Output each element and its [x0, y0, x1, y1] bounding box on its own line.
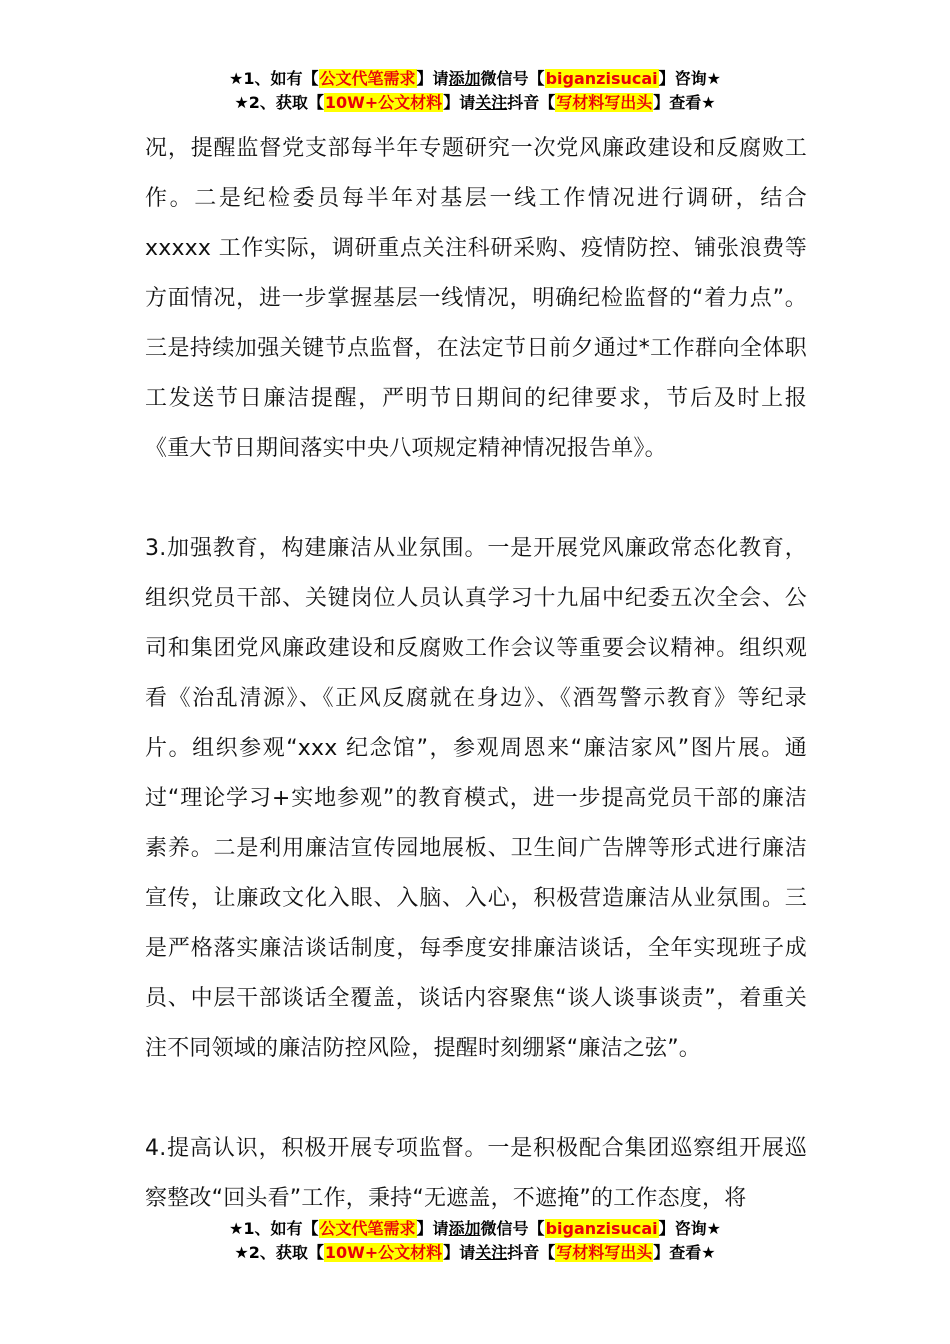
- banner-line-2: ★2、获取【10W+公文材料】请关注抖音【写材料写出头】查看★: [234, 1243, 716, 1262]
- highlight-materials: 10W+公文材料: [324, 1243, 443, 1262]
- banner-line-1: ★1、如有【公文代笔需求】请添加微信号【biganzisucai】咨询★: [229, 1219, 721, 1238]
- paragraph-gap: [145, 474, 807, 524]
- highlight-service: 公文代笔需求: [319, 69, 416, 88]
- banner-line-1: ★1、如有【公文代笔需求】请添加微信号【biganzisucai】咨询★: [229, 69, 721, 88]
- document-body: [145, 124, 807, 1224]
- banner-line-2: ★2、获取【10W+公文材料】请关注抖音【写材料写出头】查看★: [234, 93, 716, 112]
- paragraph-gap: [145, 1074, 807, 1124]
- footer-banner: [0, 1217, 950, 1265]
- highlight-wechat-id: biganzisucai: [545, 1219, 658, 1238]
- header-banner: [0, 67, 950, 115]
- highlight-service: 公文代笔需求: [319, 1219, 416, 1238]
- paragraph-special-supervision: 4.提高认识，积极开展专项监督。一是积极配合集团巡察组开展巡察整改“回头看”工作，秉持“无遮盖，不遮掩”的工作态度，将: [145, 1136, 807, 1211]
- paragraph-education: 3.加强教育，构建廉洁从业氛围。一是开展党风廉政常态化教育，组织党员干部、关键岗位人员认真学习十九届中纪委五次全会、公司和集团党风廉政建设和反腐败工作会议等重要会议精神。组织观看《治乱清源》、《正风反腐就在身边》、《酒驾警示教育》等纪录片。组织参观“xxx 纪念馆”，参观周恩来“廉洁家风”图片展。通过“理论学习+实地参观”的教育模式，进一步提高党员干部的廉洁素养。二是利用廉洁宣传园地展板、卫生间广告牌等形式进行廉洁宣传，让廉政文化入眼、入脑、入心，积极营造廉洁从业氛围。三是严格落实廉洁谈话制度，每季度安排廉洁谈话，全年实现班子成员、中层干部谈话全覆盖，谈话内容聚焦“谈人谈事谈责”，着重关注不同领域的廉洁防控风险，提醒时刻绷紧“廉洁之弦”。: [145, 536, 807, 1061]
- highlight-materials: 10W+公文材料: [324, 93, 443, 112]
- highlight-wechat-id: biganzisucai: [545, 69, 658, 88]
- highlight-douyin-account: 写材料写出头: [556, 1243, 653, 1262]
- highlight-douyin-account: 写材料写出头: [556, 93, 653, 112]
- paragraph-continued: 况，提醒监督党支部每半年专题研究一次党风廉政建设和反腐败工作。二是纪检委员每半年对基层一线工作情况进行调研，结合 xxxxx 工作实际，调研重点关注科研采购、疫情防控、铺张浪费等方面情况，进一步掌握基层一线情况，明确纪检监督的“着力点”。三是持续加强关键节点监督，在法定节日前夕通过*工作群向全体职工发送节日廉洁提醒，严明节日期间的纪律要求，节后及时上报《重大节日期间落实中央八项规定精神情况报告单》。: [145, 136, 807, 461]
